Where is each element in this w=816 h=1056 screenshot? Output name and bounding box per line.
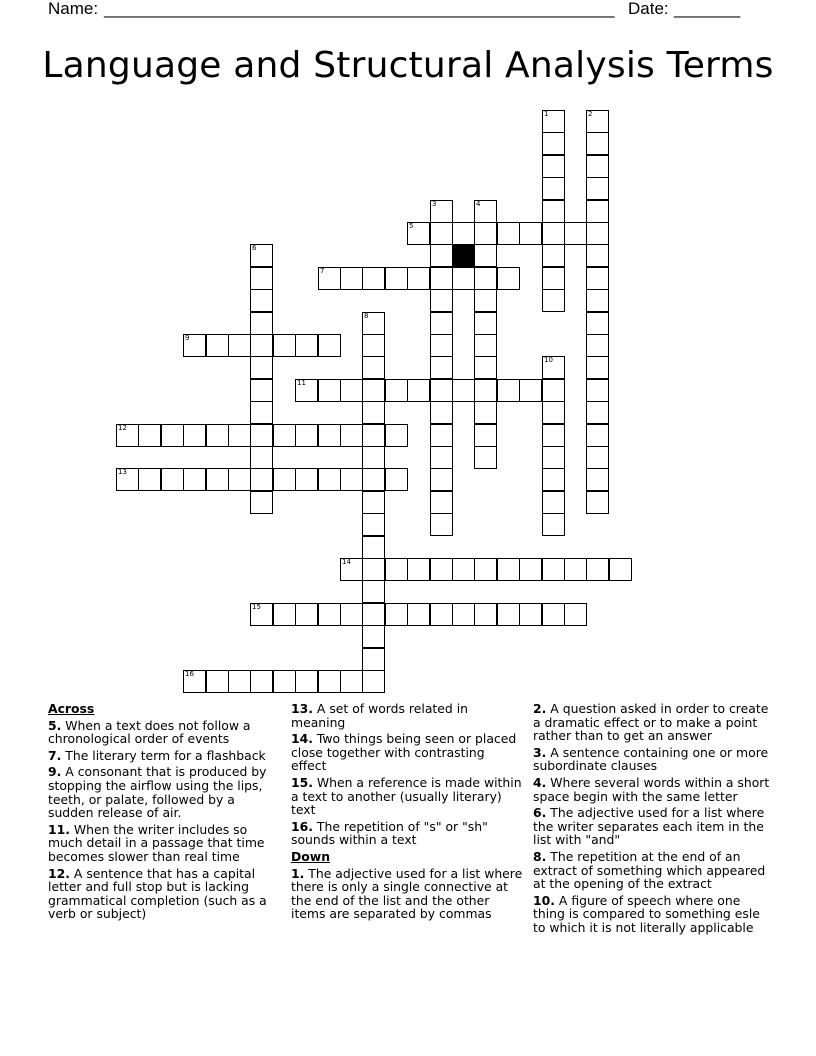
crossword-cell[interactable] — [250, 603, 273, 626]
crossword-cell[interactable] — [161, 424, 184, 447]
crossword-cell[interactable] — [474, 424, 497, 447]
crossword-cell[interactable] — [452, 267, 475, 290]
crossword-cell[interactable] — [362, 580, 385, 603]
crossword-cell[interactable] — [295, 468, 318, 491]
crossword-cell[interactable] — [295, 424, 318, 447]
crossword-cell[interactable] — [318, 334, 341, 357]
date-field[interactable]: _______ — [674, 0, 741, 18]
crossword-cell[interactable] — [250, 244, 273, 267]
crossword-cell[interactable] — [362, 536, 385, 559]
crossword-cell[interactable] — [474, 200, 497, 223]
cell-number: 15 — [252, 603, 261, 611]
crossword-cell[interactable] — [250, 379, 273, 402]
name-field[interactable]: ______________________________________________________ — [104, 0, 615, 18]
crossword-cell[interactable] — [542, 200, 565, 223]
crossword-cell[interactable] — [542, 222, 565, 245]
crossword-cell[interactable] — [206, 468, 229, 491]
down-heading: Down — [291, 848, 331, 864]
crossword-cell[interactable] — [362, 558, 385, 581]
clue-column-2 — [291, 702, 523, 924]
crossword-cell[interactable] — [474, 558, 497, 581]
crossword-cell[interactable] — [542, 603, 565, 626]
crossword-cell[interactable] — [138, 424, 161, 447]
clue-across-14: 14. Two things being seen or placed close together with contrasting effect — [291, 731, 517, 774]
crossword-cell[interactable] — [250, 334, 273, 357]
crossword-cell[interactable] — [586, 132, 609, 155]
crossword-cell[interactable] — [564, 558, 587, 581]
crossword-cell[interactable] — [430, 491, 453, 514]
crossword-cell[interactable] — [497, 222, 520, 245]
crossword-cell[interactable] — [362, 446, 385, 469]
clue-across-9: 9. A consonant that is produced by stopping the airflow using the lips, teeth, or palate, followed by a sudden release of air. — [48, 764, 267, 821]
crossword-cell[interactable] — [586, 401, 609, 424]
crossword-cell[interactable] — [228, 334, 251, 357]
crossword-cell[interactable] — [430, 267, 453, 290]
crossword-cell[interactable] — [407, 267, 430, 290]
crossword-cell[interactable] — [474, 356, 497, 379]
crossword-cell[interactable] — [452, 379, 475, 402]
crossword-cell[interactable] — [318, 603, 341, 626]
crossword-cell[interactable] — [430, 513, 453, 536]
clue-column-1 — [48, 702, 274, 924]
crossword-cell[interactable] — [340, 424, 363, 447]
crossword-cell[interactable] — [250, 491, 273, 514]
crossword-cell[interactable] — [542, 401, 565, 424]
crossword-cell[interactable] — [542, 132, 565, 155]
crossword-cell[interactable] — [430, 244, 453, 267]
clue-across-7: 7. The literary term for a flashback — [48, 747, 266, 763]
crossword-cell[interactable] — [318, 468, 341, 491]
crossword-cell[interactable] — [542, 468, 565, 491]
crossword-cell[interactable] — [385, 468, 408, 491]
crossword-cell[interactable] — [497, 558, 520, 581]
crossword-cell[interactable] — [362, 491, 385, 514]
cell-number: 3 — [432, 200, 437, 208]
crossword-cell[interactable] — [250, 468, 273, 491]
crossword-cell[interactable] — [542, 177, 565, 200]
crossword-cell[interactable] — [362, 603, 385, 626]
crossword-cell[interactable] — [340, 603, 363, 626]
crossword-cell[interactable] — [318, 379, 341, 402]
clue-column-3 — [533, 702, 771, 938]
clue-down-4: 4. Where several words within a short space begin with the same letter — [533, 774, 770, 804]
crossword-cell[interactable] — [250, 312, 273, 335]
crossword-cell[interactable] — [542, 491, 565, 514]
crossword-cell[interactable] — [430, 222, 453, 245]
crossword-cell[interactable] — [183, 468, 206, 491]
crossword-cell[interactable] — [362, 625, 385, 648]
crossword-cell[interactable] — [564, 222, 587, 245]
clue-across-12: 12. A sentence that has a capital letter and full stop but is lacking grammatical completion (such as a verb or subject) — [48, 865, 267, 922]
clue-down-10: 10. A figure of speech where one thing is compared to something esle to which it is not literally applicable — [533, 892, 760, 935]
crossword-cell[interactable] — [250, 289, 273, 312]
crossword-cell[interactable] — [273, 424, 296, 447]
crossword-cell[interactable] — [250, 424, 273, 447]
crossword-cell[interactable] — [273, 468, 296, 491]
clue-down-8: 8. The repetition at the end of an extract of something which appeared at the opening of the extract — [533, 848, 766, 892]
crossword-cell[interactable] — [586, 289, 609, 312]
cell-number: 1 — [544, 110, 549, 118]
clue-down-3: 3. A sentence containing one or more subordinate clauses — [533, 744, 769, 774]
crossword-cell[interactable] — [430, 356, 453, 379]
cell-number: 8 — [364, 312, 369, 320]
crossword-cell[interactable] — [430, 312, 453, 335]
crossword-cell[interactable] — [474, 603, 497, 626]
cell-number: 16 — [185, 670, 194, 678]
crossword-cell[interactable] — [542, 244, 565, 267]
cell-number: 2 — [588, 110, 593, 118]
crossword-cell[interactable] — [138, 468, 161, 491]
crossword-cell[interactable] — [362, 468, 385, 491]
cell-number: 7 — [320, 267, 325, 275]
crossword-cell[interactable] — [586, 424, 609, 447]
crossword-cell[interactable] — [586, 177, 609, 200]
clue-down-2: 2. A question asked in order to create a dramatic effect or to make a point rather than to get an answer — [533, 701, 769, 744]
crossword-cell[interactable] — [586, 155, 609, 178]
crossword-cell[interactable] — [519, 603, 542, 626]
crossword-cell[interactable] — [362, 312, 385, 335]
crossword-cell[interactable] — [519, 222, 542, 245]
crossword-cell[interactable] — [250, 670, 273, 693]
crossword-cell[interactable] — [385, 558, 408, 581]
crossword-cell[interactable] — [542, 424, 565, 447]
crossword-cell[interactable] — [407, 603, 430, 626]
crossword-cell[interactable] — [340, 558, 363, 581]
crossword-cell[interactable] — [430, 424, 453, 447]
cell-number: 11 — [297, 379, 306, 387]
crossword-cell[interactable] — [474, 334, 497, 357]
crossword-cell[interactable] — [586, 244, 609, 267]
cell-number: 5 — [409, 222, 414, 230]
crossword-cell[interactable] — [586, 446, 609, 469]
crossword-cell[interactable] — [273, 670, 296, 693]
crossword-cell[interactable] — [250, 446, 273, 469]
across-heading: Across — [48, 701, 95, 716]
crossword-cell[interactable] — [586, 379, 609, 402]
cell-number: 9 — [185, 334, 190, 342]
crossword-cell[interactable] — [206, 670, 229, 693]
crossword-cell[interactable] — [542, 513, 565, 536]
crossword-cell[interactable] — [407, 379, 430, 402]
crossword-cell[interactable] — [474, 379, 497, 402]
crossword-cell[interactable] — [362, 648, 385, 671]
cell-number: 10 — [544, 356, 553, 364]
crossword-cell[interactable] — [250, 401, 273, 424]
crossword-cell[interactable] — [161, 468, 184, 491]
crossword-cell[interactable] — [586, 200, 609, 223]
crossword-cell[interactable] — [430, 379, 453, 402]
crossword-cell[interactable] — [609, 558, 632, 581]
name-label: Name: — [48, 0, 99, 18]
crossword-cell[interactable] — [183, 334, 206, 357]
clue-across-13: 13. A set of words related in meaning — [291, 701, 468, 730]
crossword-cell[interactable] — [116, 424, 139, 447]
clue-across-11: 11. When the writer includes so much detail in a passage that time becomes slower than real time — [48, 821, 265, 864]
crossword-cell[interactable] — [474, 222, 497, 245]
crossword-cell[interactable] — [586, 491, 609, 514]
crossword-cell[interactable] — [385, 379, 408, 402]
crossword-cell[interactable] — [542, 379, 565, 402]
crossword-cell[interactable] — [206, 424, 229, 447]
crossword-cell[interactable] — [586, 267, 609, 290]
crossword-cell[interactable] — [474, 289, 497, 312]
crossword-cell[interactable] — [430, 603, 453, 626]
crossword-cell[interactable] — [318, 424, 341, 447]
clue-down-6: 6. The adjective used for a list where the writer separates each item in the list with "and" — [533, 805, 765, 848]
crossword-cell[interactable] — [407, 222, 430, 245]
crossword-cell[interactable] — [273, 603, 296, 626]
crossword-cell[interactable] — [273, 334, 296, 357]
crossword-cell[interactable] — [452, 558, 475, 581]
cell-number: 14 — [342, 558, 351, 566]
crossword-cell[interactable] — [385, 603, 408, 626]
crossword-cell[interactable] — [474, 267, 497, 290]
crossword-cell[interactable] — [586, 110, 609, 133]
crossword-cell[interactable] — [542, 267, 565, 290]
crossword-cell[interactable] — [295, 670, 318, 693]
date-label: Date: — [628, 0, 669, 18]
crossword-cell[interactable] — [474, 401, 497, 424]
crossword-cell[interactable] — [362, 513, 385, 536]
crossword-cell[interactable] — [586, 334, 609, 357]
shaded-square — [452, 244, 475, 267]
clue-across-16: 16. The repetition of "s" or "sh" sounds within a text — [291, 818, 488, 848]
crossword-cell[interactable] — [206, 334, 229, 357]
crossword-cell[interactable] — [385, 424, 408, 447]
crossword-cell[interactable] — [318, 267, 341, 290]
crossword-cell[interactable] — [362, 267, 385, 290]
crossword-cell[interactable] — [474, 446, 497, 469]
crossword-cell[interactable] — [586, 558, 609, 581]
clue-across-15: 15. When a reference is made within a text to another (usually literary) text — [291, 774, 522, 818]
crossword-cell[interactable] — [586, 222, 609, 245]
cell-number: 12 — [118, 424, 127, 432]
cell-number: 4 — [476, 200, 481, 208]
crossword-cell[interactable] — [295, 603, 318, 626]
crossword-cell[interactable] — [228, 468, 251, 491]
crossword-cell[interactable] — [542, 446, 565, 469]
crossword-cell[interactable] — [452, 603, 475, 626]
crossword-cell[interactable] — [519, 379, 542, 402]
crossword-cell[interactable] — [586, 312, 609, 335]
crossword-cell[interactable] — [586, 356, 609, 379]
crossword-cell[interactable] — [519, 558, 542, 581]
crossword-cell[interactable] — [362, 424, 385, 447]
crossword-cell[interactable] — [452, 222, 475, 245]
crossword-cell[interactable] — [228, 424, 251, 447]
crossword-cell[interactable] — [340, 670, 363, 693]
crossword-cell[interactable] — [474, 312, 497, 335]
crossword-cell[interactable] — [430, 289, 453, 312]
crossword-cell[interactable] — [407, 558, 430, 581]
crossword-cell[interactable] — [542, 110, 565, 133]
crossword-cell[interactable] — [497, 379, 520, 402]
crossword-cell[interactable] — [430, 334, 453, 357]
cell-number: 6 — [252, 244, 257, 252]
crossword-cell[interactable] — [250, 356, 273, 379]
crossword-cell[interactable] — [362, 334, 385, 357]
crossword-cell[interactable] — [340, 468, 363, 491]
crossword-cell[interactable] — [228, 670, 251, 693]
clue-across-5: 5. When a text does not follow a chronological order of events — [48, 717, 251, 747]
crossword-cell[interactable] — [564, 603, 587, 626]
crossword-cell[interactable] — [362, 670, 385, 693]
crossword-cell[interactable] — [295, 334, 318, 357]
crossword-cell[interactable] — [318, 670, 341, 693]
crossword-cell[interactable] — [542, 558, 565, 581]
crossword-cell[interactable] — [295, 379, 318, 402]
crossword-cell[interactable] — [362, 379, 385, 402]
crossword-cell[interactable] — [430, 200, 453, 223]
crossword-cell[interactable] — [430, 446, 453, 469]
crossword-cell[interactable] — [430, 558, 453, 581]
crossword-cell[interactable] — [542, 289, 565, 312]
crossword-cell[interactable] — [362, 401, 385, 424]
crossword-cell[interactable] — [362, 356, 385, 379]
crossword-cell[interactable] — [430, 401, 453, 424]
crossword-cell[interactable] — [542, 155, 565, 178]
crossword-cell[interactable] — [340, 267, 363, 290]
crossword-cell[interactable] — [183, 670, 206, 693]
crossword-cell[interactable] — [116, 468, 139, 491]
crossword-cell[interactable] — [497, 267, 520, 290]
crossword-cell[interactable] — [497, 603, 520, 626]
crossword-cell[interactable] — [430, 468, 453, 491]
crossword-cell[interactable] — [542, 356, 565, 379]
crossword-cell[interactable] — [340, 379, 363, 402]
crossword-cell[interactable] — [586, 468, 609, 491]
clue-down-1: 1. The adjective used for a list where there is only a single connective at the end of the list and the other items are separated by commas — [291, 865, 523, 922]
page-title: Language and Structural Analysis Terms — [42, 45, 774, 86]
cell-number: 13 — [118, 468, 127, 476]
crossword-cell[interactable] — [183, 424, 206, 447]
crossword-cell[interactable] — [250, 267, 273, 290]
crossword-cell[interactable] — [474, 244, 497, 267]
crossword-cell[interactable] — [385, 267, 408, 290]
